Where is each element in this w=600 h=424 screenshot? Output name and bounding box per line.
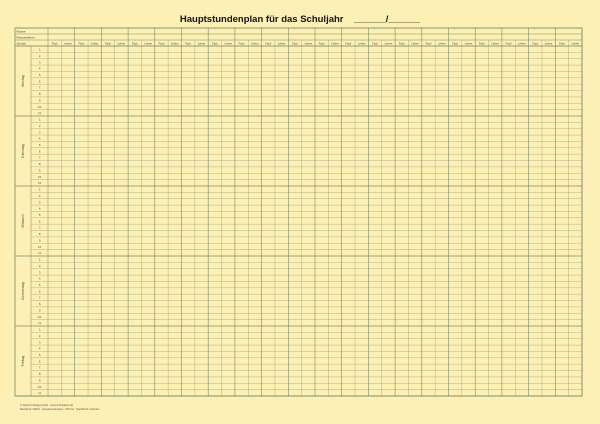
label-fach: Fach xyxy=(185,42,192,46)
period-label: 7. xyxy=(38,225,42,230)
period-label: 2. xyxy=(38,333,42,338)
period-label: 7. xyxy=(38,365,42,370)
period-label: 11. xyxy=(38,251,42,256)
label-lehrer: Lehrer xyxy=(357,42,366,46)
day-label-mittwoch: Mittwoch xyxy=(21,214,25,228)
label-lehrer: Lehrer xyxy=(571,42,580,46)
label-fach: Fach xyxy=(505,42,512,46)
label-lehrer: Lehrer xyxy=(304,42,313,46)
label-lehrer: Lehrer xyxy=(224,42,232,46)
period-label: 2. xyxy=(38,263,42,268)
label-fach: Fach xyxy=(452,42,459,46)
label-fach: Fach xyxy=(532,42,539,46)
label-stunde: Stunde xyxy=(16,41,27,46)
period-label: 5. xyxy=(38,353,42,358)
label-lehrer: Lehrer xyxy=(464,42,473,46)
period-label: 10. xyxy=(38,174,42,179)
label-lehrer: Lehrer xyxy=(117,42,126,46)
label-fach: Fach xyxy=(318,42,325,46)
period-label: 6. xyxy=(38,359,42,364)
period-label: 9. xyxy=(38,98,42,103)
period-label: 8. xyxy=(38,302,42,307)
label-lehrer: Lehrer xyxy=(518,42,526,46)
label-lehrer: Lehrer xyxy=(90,42,99,46)
period-label: 3. xyxy=(38,60,42,65)
period-label: 4. xyxy=(38,66,42,71)
period-label: 2. xyxy=(38,123,42,128)
period-label: 6. xyxy=(38,79,42,84)
period-label: 7. xyxy=(38,295,42,300)
period-label: 1. xyxy=(38,117,42,122)
period-label: 8. xyxy=(38,372,42,377)
label-fach: Fach xyxy=(292,42,298,46)
period-label: 1. xyxy=(38,257,42,262)
period-label: 6. xyxy=(38,149,42,154)
label-fach: Fach xyxy=(238,42,245,46)
label-lehrer: Lehrer xyxy=(277,42,286,46)
period-label: 10. xyxy=(38,104,42,109)
period-label: 8. xyxy=(38,162,42,167)
period-label: 3. xyxy=(38,200,42,205)
label-fach: Fach xyxy=(51,42,58,46)
period-label: 9. xyxy=(38,308,42,313)
label-fach: Fach xyxy=(398,42,405,46)
label-lehrer: Lehrer xyxy=(411,42,419,46)
label-fach: Fach xyxy=(478,42,485,46)
label-fach: Fach xyxy=(372,42,378,46)
label-lehrer: Lehrer xyxy=(144,42,152,46)
label-fach: Fach xyxy=(211,42,218,46)
period-label: 1. xyxy=(38,47,42,52)
period-label: 1. xyxy=(38,187,42,192)
period-label: 10. xyxy=(38,314,42,319)
period-label: 5. xyxy=(38,73,42,78)
period-label: 11. xyxy=(38,181,42,186)
period-label: 5. xyxy=(38,283,42,288)
period-label: 4. xyxy=(38,276,42,281)
label-klassenlehrer: Klassenlehrer xyxy=(16,35,35,40)
period-label: 7. xyxy=(38,85,42,90)
label-lehrer: Lehrer xyxy=(544,42,553,46)
period-label: 3. xyxy=(38,270,42,275)
day-label-donnerstag: Donnerstag xyxy=(21,282,25,300)
label-lehrer: Lehrer xyxy=(64,42,72,46)
label-fach: Fach xyxy=(78,42,85,46)
footer-line-1: © Rausch-Verlag GmbH · www.schulplaner.de xyxy=(20,404,74,407)
day-label-montag: Montag xyxy=(21,75,25,87)
period-label: 5. xyxy=(38,213,42,218)
label-fach: Fach xyxy=(131,42,138,46)
period-label: 6. xyxy=(38,219,42,224)
period-label: 5. xyxy=(38,143,42,148)
school-year-blank: ______/______ xyxy=(354,14,421,25)
period-label: 11. xyxy=(38,111,42,116)
period-label: 8. xyxy=(38,92,42,97)
period-label: 8. xyxy=(38,232,42,237)
period-label: 2. xyxy=(38,53,42,58)
period-label: 10. xyxy=(38,244,42,249)
day-label-dienstag: Dienstag xyxy=(21,144,25,158)
footer-line-2: Bestell-Nr. 30010 · Hauptstundenplan · DIN A2 · Nachdruck verboten xyxy=(20,408,100,411)
label-lehrer: Lehrer xyxy=(438,42,446,46)
period-label: 4. xyxy=(38,206,42,211)
period-label: 4. xyxy=(38,136,42,141)
label-fach: Fach xyxy=(345,42,352,46)
label-lehrer: Lehrer xyxy=(384,42,393,46)
period-label: 9. xyxy=(38,378,42,383)
label-lehrer: Lehrer xyxy=(331,42,339,46)
label-lehrer: Lehrer xyxy=(197,42,206,46)
period-label: 11. xyxy=(38,321,42,326)
period-label: 7. xyxy=(38,155,42,160)
period-label: 10. xyxy=(38,384,42,389)
period-label: 9. xyxy=(38,168,42,173)
label-lehrer: Lehrer xyxy=(251,42,259,46)
label-lehrer: Lehrer xyxy=(171,42,179,46)
period-label: 3. xyxy=(38,340,42,345)
label-fach: Fach xyxy=(559,42,565,46)
period-label: 3. xyxy=(38,130,42,135)
label-fach: Fach xyxy=(105,42,111,46)
label-fach: Fach xyxy=(425,42,432,46)
period-label: 2. xyxy=(38,193,42,198)
title-text: Hauptstundenplan für das Schuljahr xyxy=(179,14,344,25)
period-label: 1. xyxy=(38,327,42,332)
label-fach: Fach xyxy=(265,42,272,46)
label-fach: Fach xyxy=(158,42,165,46)
period-label: 9. xyxy=(38,238,42,243)
day-label-freitag: Freitag xyxy=(21,355,25,367)
label-klasse: Klasse xyxy=(16,29,26,34)
period-label: 11. xyxy=(38,391,42,396)
grid-frame xyxy=(15,28,582,396)
period-label: 4. xyxy=(38,346,42,351)
label-lehrer: Lehrer xyxy=(491,42,499,46)
period-label: 6. xyxy=(38,289,42,294)
